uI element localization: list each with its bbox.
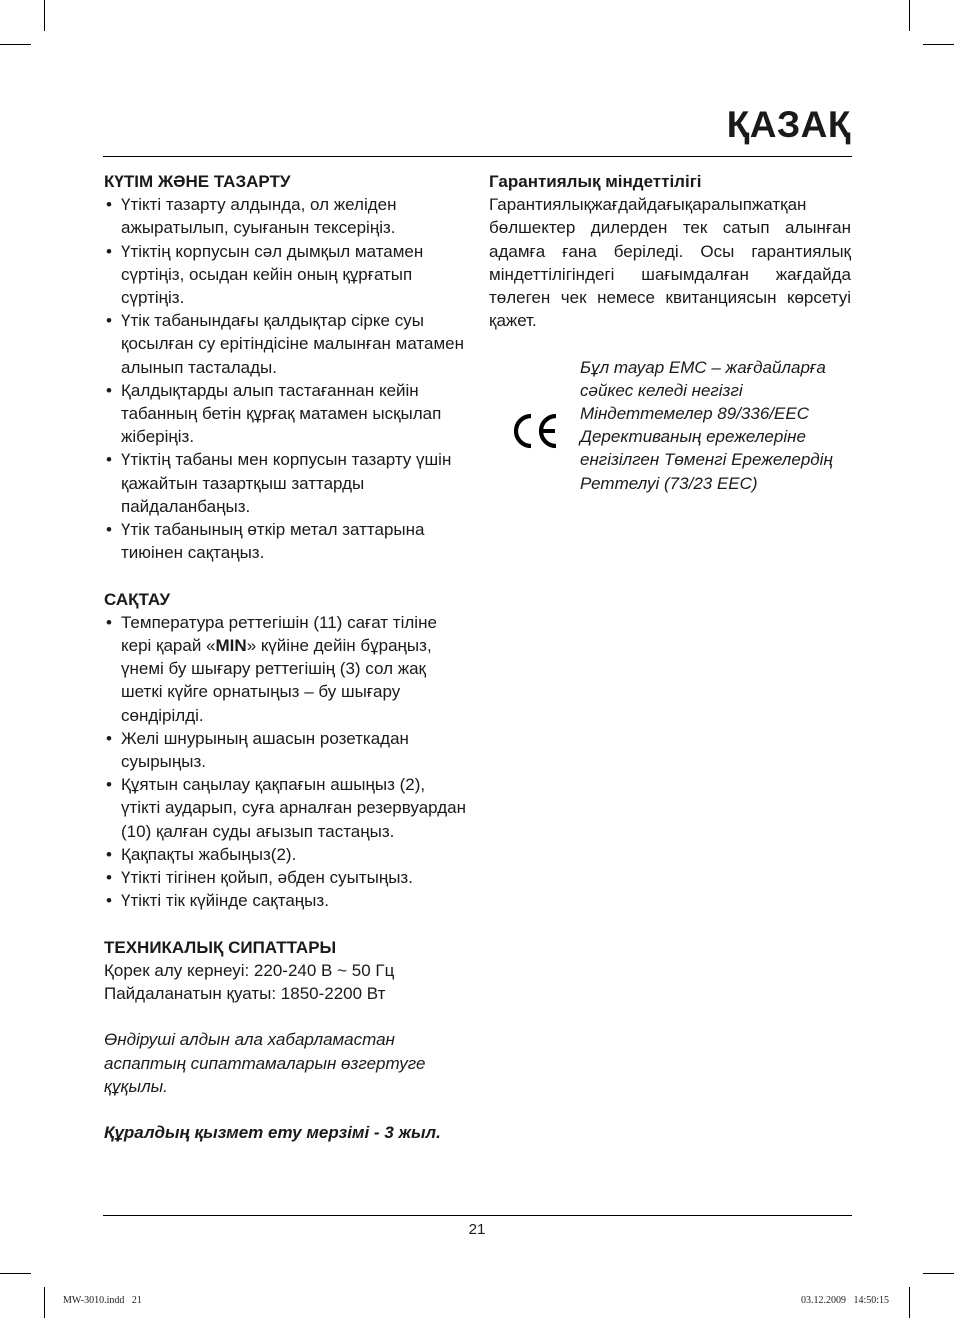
storage-list (104, 611, 466, 913)
list-item: • Желі шнурының ашасын розеткадан суырыңыз. (104, 727, 466, 773)
spec-voltage: Қорек алу кернеуі: 220-240 В ~ 50 Гц (104, 960, 395, 980)
page-title: ҚАЗАҚ (726, 104, 851, 145)
page-number: 21 (468, 1221, 486, 1238)
manufacturer-notice: Өндіруші алдын ала хабарламастан аспаптың сипаттамаларын өзгертуге құқылы. (104, 1030, 426, 1096)
min-label: MIN (215, 636, 247, 656)
list-item: • Үтіктің табаны мен корпусын тазарту үшін қажайтын тазартқыш заттарды пайдаланбаңыз. (104, 448, 466, 518)
crop-mark (0, 44, 31, 45)
list-item: • Үтік табанының өткір метал заттарына тиюінен сақтаңыз. (104, 518, 466, 564)
file-slug: MW-3010.indd 21 (63, 1295, 142, 1306)
storage-item-text: » күйіне дейін бұраңыз, үнемі бу шығару реттегішің (3) сол жақ шеткі күйге орнатыңыз – бу шығару сөндірілді. (121, 636, 432, 725)
care-list (104, 193, 466, 564)
storage-heading: САҚТАУ (104, 589, 171, 609)
list-item: • Қақпақты жабыңыз(2). (104, 843, 466, 866)
list-item: • Үтікті тігінен қойып, әбден суытыңыз. (104, 866, 466, 889)
specs-heading: ТЕХНИКАЛЫҚ СИПАТТАРЫ (104, 937, 337, 957)
left-column (104, 170, 466, 1144)
list-item: • Үтікті тазарту алдында, ол желіден ажыратылып, суығанын тексеріңіз. (104, 193, 466, 239)
list-item: • Үтіктің корпусын сәл дымқыл матамен сүртіңіз, осыдан кейін оның құрғатып сүртіңіз. (104, 240, 466, 310)
right-column (489, 170, 851, 518)
header-rule (103, 156, 852, 157)
timestamp-slug: 03.12.2009 14:50:15 (800, 1295, 889, 1306)
storage-item-text: Температура реттегішін (11) сағат тіліне кері қарай « (121, 612, 437, 656)
service-life: Құралдың қызмет ету мерзімі - 3 жыл. (104, 1123, 441, 1143)
crop-mark (44, 0, 45, 31)
crop-mark (909, 0, 910, 31)
list-item: • Үтік табанындағы қалдықтар сірке суы қосылған су ерітіндісіне малынған матамен алынып тасталады. (104, 309, 466, 379)
crop-mark (909, 1287, 910, 1318)
warranty-heading: Гарантиялық міндеттілігі (489, 172, 702, 191)
list-item (104, 611, 466, 727)
list-item: • Құятын саңылау қақпағын ашыңыз (2), үтікті аударып, суға арналған резервуардан (10) қалған суды ағызып тастаңыз. (104, 773, 466, 843)
crop-mark (44, 1287, 45, 1318)
crop-mark (0, 1273, 31, 1274)
care-heading: КҮТІМ ЖӘНЕ ТАЗАРТУ (104, 172, 291, 191)
list-item: • Қалдықтарды алып тастағаннан кейін табанның бетін құрғақ матамен ысқылап жіберіңіз. (104, 379, 466, 449)
footer-rule (103, 1215, 852, 1216)
ce-compliance-text: Бұл тауар EMC – жағдайларға сәйкес келеді негізгі Міндеттемелер 89/336/EEC Дерективаның ережелеріне енгізілген Төменгі Ережелердің Реттелуі (73/23 EEC) (580, 357, 833, 493)
ce-mark-icon (509, 411, 561, 451)
list-item: • Үтікті тік күйінде сақтаңыз. (104, 889, 466, 912)
ce-block (489, 356, 851, 518)
spec-power: Пайдаланатын қуаты: 1850-2200 Вт (104, 984, 386, 1004)
crop-mark (923, 1273, 954, 1274)
crop-mark (923, 44, 954, 45)
warranty-text: Гарантиялықжағдайдағықаралыпжатқан бөлшектер дилерден тек сатып алынған адамға ғана беріледі. Осы гарантиялық міндеттілігіндегі шағымдалған жағдайда төлеген чек немесе квитанциясын көрсетуі қажет. (489, 195, 851, 331)
